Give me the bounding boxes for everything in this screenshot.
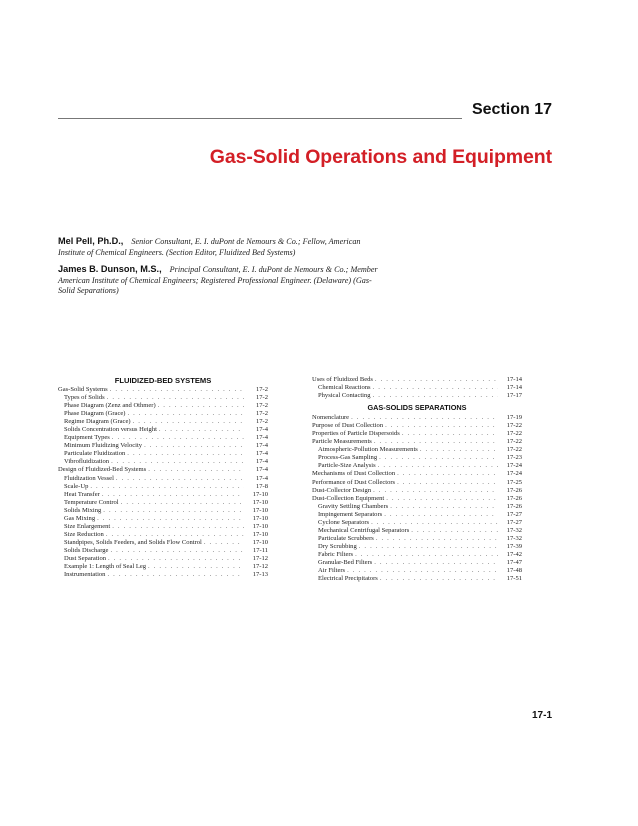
page-number: 17-1 — [531, 710, 552, 721]
dot-leader — [146, 563, 244, 571]
author-affiliation: Principal Consultant, E. I. duPont de Nemours & Co.; Member American Institute of Chemical Engineers; Registered Professional Engineer. (Delaware) (Gas-Solid Separations) — [58, 265, 378, 295]
toc-entry-title: Minimum Fluidizing Velocity — [64, 442, 143, 450]
dot-leader — [357, 543, 498, 551]
dot-leader — [104, 531, 244, 539]
toc-entry-title: Purpose of Dust Collection — [312, 422, 384, 430]
toc-left-column — [58, 376, 268, 579]
dot-leader — [101, 507, 244, 515]
toc-entry-title: Atmospheric-Pollution Measurements — [318, 446, 418, 454]
dot-leader — [384, 495, 498, 503]
toc-right-column — [312, 376, 522, 583]
dot-leader — [125, 410, 244, 418]
toc-entry — [58, 386, 268, 394]
toc-entry-title: Physical Contacting — [318, 392, 371, 400]
toc-entry — [58, 515, 268, 523]
toc-entry-page: 17-2 — [255, 410, 268, 418]
section-label: Section 17 — [471, 101, 552, 118]
dot-leader — [369, 519, 498, 527]
toc-entry-page: 17-32 — [506, 534, 522, 542]
toc-entry — [58, 418, 268, 426]
toc-entry-title: Particle Measurements — [312, 438, 372, 446]
dot-leader — [372, 559, 498, 567]
toc-entry — [58, 547, 268, 555]
toc-entry-page: 17-32 — [506, 526, 522, 534]
toc-entry-title: Dry Scrubbing — [318, 542, 357, 550]
dot-leader — [146, 466, 244, 474]
toc-entry — [312, 503, 522, 511]
dot-leader — [125, 450, 244, 458]
toc-entry — [312, 527, 522, 535]
toc-entry — [58, 475, 268, 483]
toc-entry-page: 17-26 — [506, 502, 522, 510]
toc-entry-page: 17-10 — [252, 490, 268, 498]
toc-entry-page: 17-12 — [252, 563, 268, 571]
toc-entry-title: Particulate Fluidization — [64, 450, 126, 458]
dot-leader — [156, 402, 244, 410]
toc-entry — [312, 384, 522, 392]
toc-entry-page: 17-4 — [255, 474, 268, 482]
dot-leader — [110, 523, 244, 531]
toc-entry-title: Cyclone Separators — [318, 518, 370, 526]
chapter-title: Gas-Solid Operations and Equipment — [209, 146, 552, 168]
toc-entry-title: Equipment Types — [64, 434, 110, 442]
dot-leader — [105, 394, 244, 402]
toc-entry — [312, 551, 522, 559]
toc-entry-title: Electrical Precipitators — [318, 575, 378, 583]
toc-entry-page: 17-14 — [506, 384, 522, 392]
author-block — [58, 236, 383, 258]
toc-entry-title: Types of Solids — [64, 394, 105, 402]
toc-entry-page: 17-10 — [252, 498, 268, 506]
toc-entry — [312, 575, 522, 583]
toc-entry-title: Dust Separation — [64, 554, 107, 562]
toc-entry — [312, 559, 522, 567]
toc-entry-title: Dust-Collection Equipment — [312, 494, 385, 502]
toc-entry-page: 17-27 — [506, 510, 522, 518]
toc-entry-page: 17-47 — [506, 558, 522, 566]
dot-leader — [418, 446, 498, 454]
toc-entry — [58, 394, 268, 402]
toc-entry — [58, 402, 268, 410]
toc-entry-title: Fluidization Vessel — [64, 474, 114, 482]
toc-entry — [312, 376, 522, 384]
dot-leader — [395, 470, 498, 478]
toc-entry — [312, 438, 522, 446]
toc-entry — [312, 414, 522, 422]
dot-leader — [382, 511, 498, 519]
toc-entry — [58, 434, 268, 442]
toc-entry-page: 17-4 — [255, 466, 268, 474]
toc-entry-title: Chemical Reactions — [318, 384, 371, 392]
toc-entry-page: 17-25 — [506, 478, 522, 486]
toc-entry-page: 17-8 — [255, 482, 268, 490]
toc-entry — [312, 470, 522, 478]
toc-entry-title: Performance of Dust Collectors — [312, 478, 396, 486]
dot-leader — [142, 442, 244, 450]
toc-entry-title: Temperature Control — [64, 498, 119, 506]
toc-entry-page: 17-39 — [506, 542, 522, 550]
toc-entry-page: 17-22 — [506, 422, 522, 430]
toc-entry-page: 17-22 — [506, 446, 522, 454]
toc-entry-title: Solids Concentration versus Height — [64, 426, 157, 434]
toc-entry-title: Scale-Up — [64, 482, 89, 490]
toc-entry — [312, 446, 522, 454]
dot-leader — [395, 479, 498, 487]
toc-entry-page: 17-14 — [506, 376, 522, 383]
toc-entry-page: 17-27 — [506, 518, 522, 526]
dot-leader — [108, 547, 244, 555]
dot-leader — [371, 487, 498, 495]
toc-heading: FLUIDIZED-BED SYSTEMS — [114, 376, 212, 385]
dot-leader — [400, 430, 498, 438]
author-affiliation: Senior Consultant, E. I. duPont de Nemours & Co.; Fellow, American Institute of Chemical Engineers. (Section Editor, Fluidized Bed Systems) — [58, 237, 361, 257]
toc-entry-title: Process-Gas Sampling — [318, 454, 378, 462]
dot-leader — [110, 434, 244, 442]
dot-leader — [114, 475, 244, 483]
toc-entry-title: Fabric Filters — [318, 550, 354, 558]
toc-entry-title: Nomenclature — [312, 414, 350, 422]
toc-entry-page: 17-22 — [506, 438, 522, 446]
dot-leader — [131, 418, 244, 426]
toc-entry — [58, 563, 268, 571]
toc-entry-title: Properties of Particle Dispersoids — [312, 430, 400, 438]
toc-pre-entries — [312, 376, 522, 400]
toc-entry-page: 17-22 — [506, 430, 522, 438]
toc-entry-title: Standpipes, Solids Feeders, and Solids Flow Control — [64, 538, 202, 546]
toc-entries — [312, 414, 522, 583]
toc-entry — [58, 555, 268, 563]
toc-entry — [58, 499, 268, 507]
toc-entry — [312, 567, 522, 575]
toc-entry-title: Impingement Separators — [318, 510, 383, 518]
toc-entry-page: 17-51 — [506, 575, 522, 583]
toc-entry-title: Gas Mixing — [64, 514, 96, 522]
toc-entry — [58, 531, 268, 539]
toc-entry — [312, 422, 522, 430]
toc-entry-title: Gravity Settling Chambers — [318, 502, 389, 510]
author-block — [58, 264, 383, 297]
toc-entry-page: 17-19 — [506, 414, 522, 422]
toc-entry-page: 17-13 — [252, 571, 268, 579]
dot-leader — [374, 535, 498, 543]
toc-entry — [58, 539, 268, 547]
toc-entry-page: 17-2 — [255, 418, 268, 426]
dot-leader — [349, 414, 498, 422]
toc-entry-title: Uses of Fluidized Beds — [312, 376, 373, 383]
toc-entry — [58, 426, 268, 434]
toc-entry — [312, 462, 522, 470]
toc-entry-page: 17-4 — [255, 458, 268, 466]
toc-entry-page: 17-10 — [252, 530, 268, 538]
toc-entry-title: Mechanisms of Dust Collection — [312, 470, 396, 478]
dot-leader — [372, 438, 498, 446]
toc-entry — [58, 523, 268, 531]
toc-entry-title: Dust-Collector Design — [312, 486, 372, 494]
dot-leader — [119, 499, 244, 507]
toc-entry — [312, 511, 522, 519]
dot-leader — [371, 392, 498, 400]
toc-entry — [312, 392, 522, 400]
toc-entry-page: 17-10 — [252, 538, 268, 546]
toc-entry-page: 17-4 — [255, 434, 268, 442]
toc-entry-title: Gas-Solid Systems — [58, 386, 108, 393]
toc-entry — [312, 535, 522, 543]
toc-entry — [312, 454, 522, 462]
toc-entry-page: 17-2 — [255, 394, 268, 402]
dot-leader — [100, 491, 244, 499]
toc-entry-page: 17-42 — [506, 550, 522, 558]
toc-entry — [58, 483, 268, 491]
toc-entry — [312, 487, 522, 495]
toc-entry-page: 17-10 — [252, 522, 268, 530]
toc-entry-title: Size Enlargement — [64, 522, 111, 530]
toc-entry-title: Vibrofluidization — [64, 458, 110, 466]
toc-entry — [312, 543, 522, 551]
toc-entry-page: 17-17 — [506, 392, 522, 400]
toc-entry — [312, 430, 522, 438]
toc-entry-page: 17-4 — [255, 442, 268, 450]
toc-entry-title: Particulate Scrubbers — [318, 534, 374, 542]
toc-entry-page: 17-2 — [255, 402, 268, 410]
toc-entry — [58, 507, 268, 515]
toc-entry-page: 17-26 — [506, 486, 522, 494]
dot-leader — [157, 426, 244, 434]
toc-entry-page: 17-11 — [252, 546, 268, 554]
toc-entry-title: Particle-Size Analysis — [318, 462, 376, 470]
toc-entry-title: Phase Diagram (Zenz and Othmer) — [64, 402, 156, 410]
toc-entry-title: Phase Diagram (Grace) — [64, 410, 126, 418]
toc-entry-page: 17-26 — [506, 494, 522, 502]
dot-leader — [371, 384, 498, 392]
toc-entry-title: Size Reduction — [64, 530, 104, 538]
toc-entry — [58, 571, 268, 579]
dot-leader — [378, 575, 498, 583]
dot-leader — [383, 422, 498, 430]
toc-entry-page: 17-48 — [506, 567, 522, 575]
toc-entry-page: 17-23 — [506, 454, 522, 462]
toc-entry — [312, 519, 522, 527]
toc-entry-title: Mechanical Centrifugal Separators — [318, 526, 410, 534]
dot-leader — [409, 527, 498, 535]
dot-leader — [106, 555, 244, 563]
toc-subheading: GAS-SOLIDS SEPARATIONS — [367, 403, 467, 413]
toc-entry-page: 17-10 — [252, 506, 268, 514]
toc-entry-page: 17-4 — [255, 450, 268, 458]
toc-entry-page: 17-4 — [255, 426, 268, 434]
dot-leader — [388, 503, 498, 511]
toc-entry — [58, 410, 268, 418]
toc-entry-page: 17-2 — [255, 386, 268, 393]
toc-entry — [58, 442, 268, 450]
toc-entry — [312, 479, 522, 487]
toc-entry-title: Example 1: Length of Seal Leg — [64, 563, 146, 571]
toc-entry-page: 17-12 — [252, 554, 268, 562]
toc-entry — [58, 491, 268, 499]
toc-entry-page: 17-24 — [506, 470, 522, 478]
dot-leader — [108, 386, 244, 394]
dot-leader — [345, 567, 498, 575]
author-name: James B. Dunson, M.S., — [58, 264, 162, 274]
toc-entry-title: Solids Mixing — [64, 506, 102, 514]
toc-entry — [312, 495, 522, 503]
dot-leader — [353, 551, 498, 559]
toc-entry — [58, 466, 268, 474]
dot-leader — [88, 483, 244, 491]
dot-leader — [202, 539, 244, 547]
toc-entry-title: Air Filters — [318, 567, 346, 575]
toc-entry-page: 17-10 — [252, 514, 268, 522]
dot-leader — [105, 571, 244, 579]
toc-entry-title: Solids Discharge — [64, 546, 109, 554]
toc-entry — [58, 458, 268, 466]
toc-entry-page: 17-24 — [506, 462, 522, 470]
dot-leader — [109, 458, 244, 466]
toc-entry — [58, 450, 268, 458]
dot-leader — [377, 454, 498, 462]
toc-entry-title: Heat Transfer — [64, 490, 100, 498]
dot-leader — [376, 462, 498, 470]
dot-leader — [95, 515, 244, 523]
dot-leader — [373, 376, 498, 384]
toc-entry-title: Regime Diagram (Grace) — [64, 418, 131, 426]
toc-entry-title: Granular-Bed Filters — [318, 558, 373, 566]
header-rule — [58, 118, 462, 119]
toc-entry-title: Design of Fluidized-Bed Systems — [58, 466, 147, 474]
toc-entry-title: Instrumentation — [64, 571, 106, 579]
author-name: Mel Pell, Ph.D., — [58, 236, 124, 246]
